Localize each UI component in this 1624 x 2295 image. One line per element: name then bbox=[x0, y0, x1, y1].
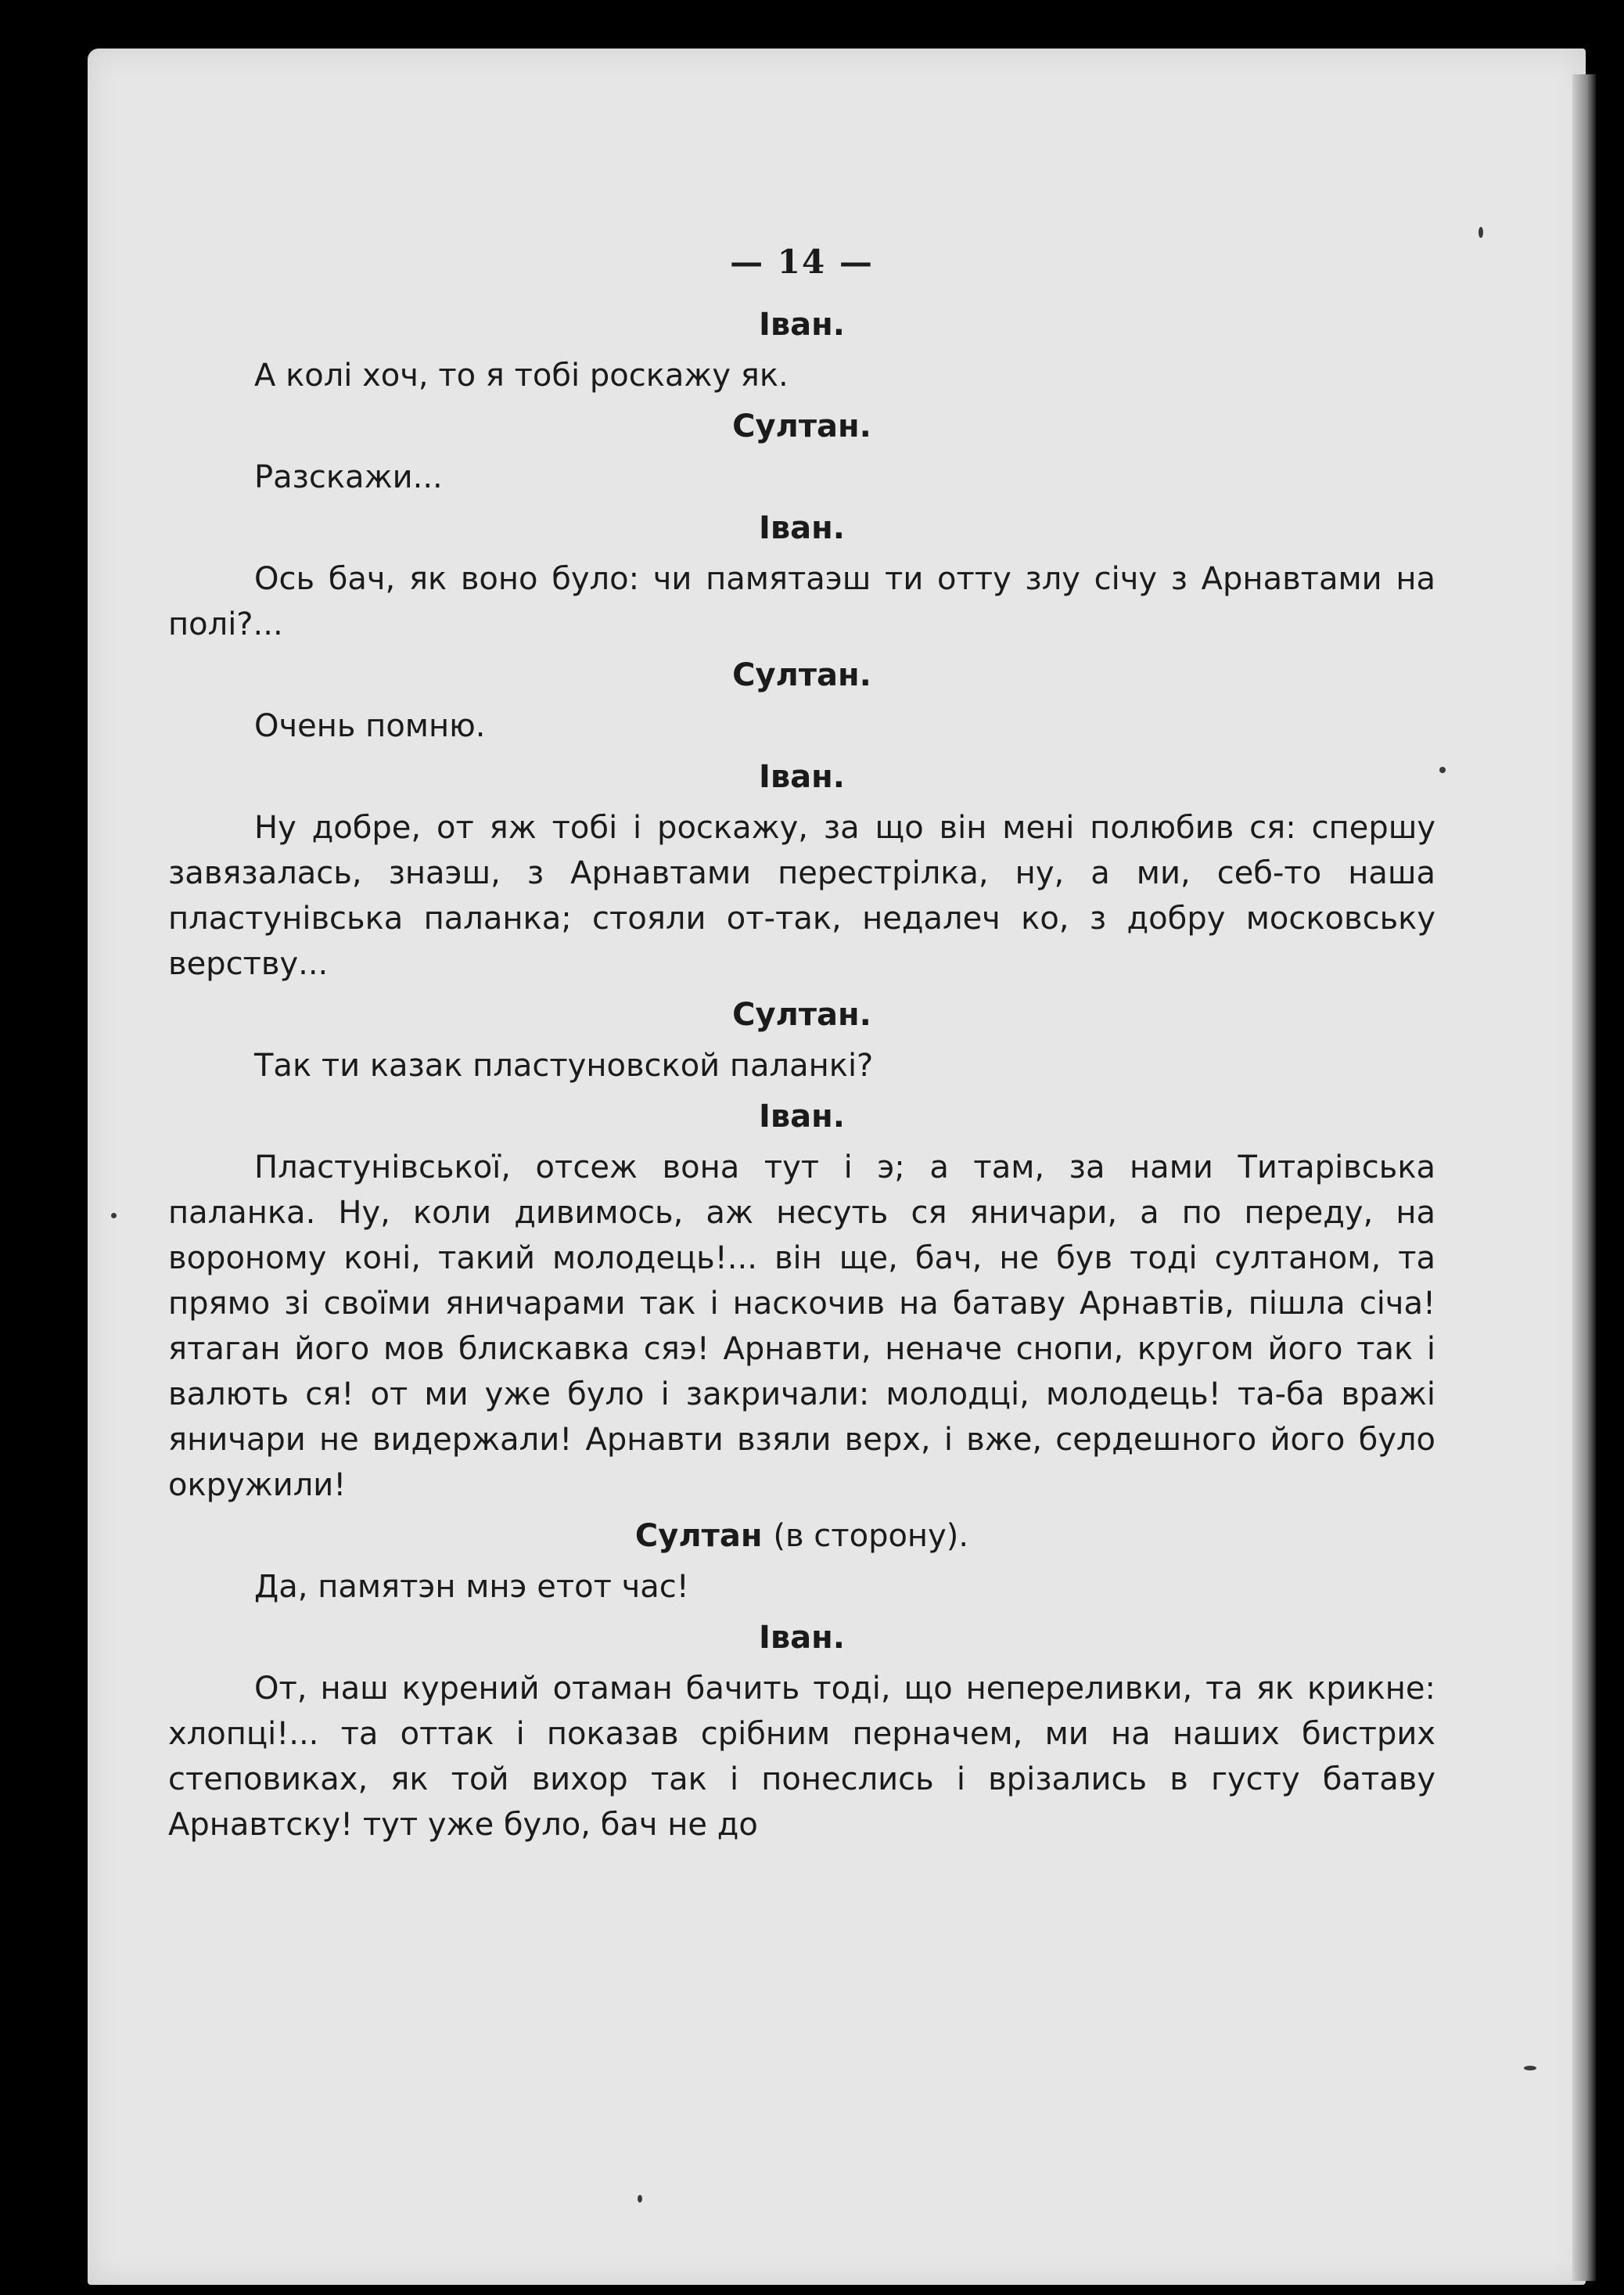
dialogue-line: Так ти казак пластуновской паланкі? bbox=[254, 1048, 874, 1084]
speaker-name: Іван. bbox=[758, 510, 846, 546]
page-number: — 14 — bbox=[730, 243, 874, 281]
dialogue-line: Пластунівської, отсеж вона тут і э; а там, за нами Титарівська паланка. Ну, коли дивимось, аж несуть ся яничари, а по переду, на вороному коні, такий молодець!... він ще, бач, не був тоді султаном, та прямо зі своїми яничарами так і наскочив на батаву Арнавтів, пішла січа! ятаган його мов блискавка сяэ! Арнавти, неначе снопи, кругом його так і валють ся! от ми уже було і закричали: молодці, молодець! та-ба вражі яничари не видержали! Арнавти взяли верх, і вже, сердешного його було окружили! bbox=[168, 1149, 1435, 1503]
dialogue-block bbox=[168, 505, 1435, 647]
dialogue-block bbox=[168, 754, 1435, 987]
print-speck bbox=[1478, 227, 1483, 238]
speaker-name: Іван. bbox=[758, 1620, 846, 1656]
speaker-with-direction bbox=[168, 1513, 1435, 1559]
speaker-name: Іван. bbox=[758, 1099, 846, 1135]
dialogue-block bbox=[168, 301, 1435, 398]
speaker-name: Султан bbox=[634, 1518, 763, 1554]
dialogue-block bbox=[168, 1513, 1435, 1610]
print-speck bbox=[111, 1213, 117, 1218]
speaker-name: Іван. bbox=[758, 307, 846, 343]
speaker-name: Султан. bbox=[732, 408, 871, 444]
speaker-name: Іван. bbox=[758, 759, 846, 795]
dialogue-line: Очень помню. bbox=[254, 708, 486, 744]
page-edge-shadow bbox=[1572, 74, 1596, 2281]
dialogue-line: Ось бач, як воно було: чи памятаэш ти отту злу січу з Арнавтами на полі?... bbox=[168, 561, 1435, 642]
dialogue-block bbox=[168, 652, 1435, 749]
print-speck bbox=[638, 2195, 642, 2203]
dialogue-line: Разскажи... bbox=[254, 459, 443, 495]
dialogue-block bbox=[168, 1614, 1435, 1847]
dialogue-line: От, наш курений отаман бачить тоді, що непереливки, та як крикне: хлопці!... та оттак і показав срібним перначем, ми на наших бистрих степовиках, як той вихор так і понеслись і врізались в густу батаву Арнавтску! тут уже було, бач не до bbox=[168, 1671, 1435, 1843]
print-speck bbox=[1524, 2066, 1536, 2070]
page-content bbox=[168, 243, 1435, 1852]
speaker-name: Султан. bbox=[732, 657, 871, 693]
print-speck bbox=[1439, 767, 1446, 773]
stage-direction: (в сторону). bbox=[773, 1518, 969, 1554]
dialogue-line: Да, памятэн мнэ етот час! bbox=[254, 1569, 689, 1605]
speaker-name: Султан. bbox=[732, 997, 871, 1033]
dialogue-block bbox=[168, 1093, 1435, 1508]
dialogue-line: Ну добре, от яж тобі і роскажу, за що він мені полюбив ся: спершу завязалась, знаэш, з Арнавтами перестрілка, ну, а ми, себ-то наша пластунівська паланка; стояли от-так, недалеч ко, з добру московську верству... bbox=[168, 810, 1435, 982]
dialogue-block bbox=[168, 403, 1435, 500]
dialogue-block bbox=[168, 991, 1435, 1088]
dialogue-line: А колі хоч, то я тобі роскажу як. bbox=[254, 358, 789, 394]
